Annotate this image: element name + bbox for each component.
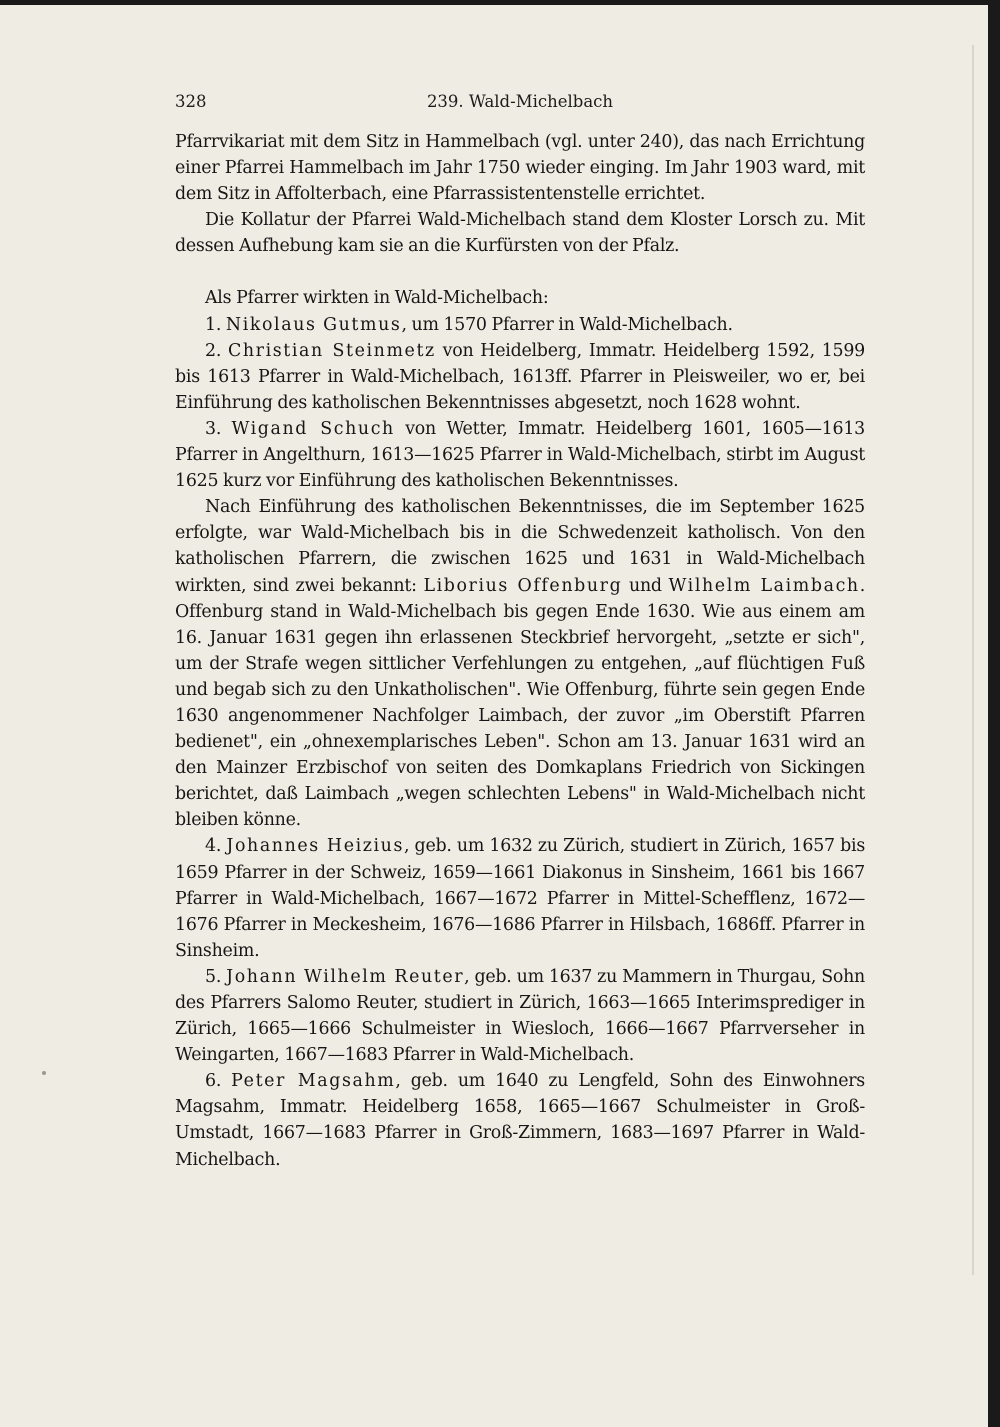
page-number: 328 (175, 92, 207, 111)
entry-number: 4. (205, 836, 222, 857)
running-title: 239. Wald-Michelbach (426, 92, 614, 111)
pastor-name: Johann Wilhelm Reuter (226, 966, 465, 987)
pastor-name: Johannes Heizius (226, 836, 404, 857)
entry-number: 2. (205, 340, 222, 361)
intro-paragraph: Pfarrvikariat mit dem Sitz in Hammelbach (vgl. unter 240), das nach Errichtung einer Pfarrei Hammelbach im Jahr 1750 wieder einging. Im Jahr 1903 ward, mit dem Sitz in Affolterbach, eine Pfarrassistentenstelle errichtet. (175, 132, 865, 205)
catholic-text-1: Nach Einführung des katholischen Bekenntnisses, die im September 1625 erfolgte, war Wald-Michelbach bis in die Schwedenzeit katholisch. Von den katholischen Pfarrern, die zwischen 1625 und 1631 in Wald-Michelbach wirkten, sind zwei bekannt: (175, 497, 865, 596)
pastor-entry-3 (175, 416, 865, 494)
margin-speck (42, 1071, 46, 1075)
page-header (175, 92, 865, 116)
page-edge (972, 45, 974, 1275)
entry-text: von Heidelberg, Immatr. Heidelberg 1592, 1599 bis 1613 Pfarrer in Wald-Michelbach, 1613ff. Pfarrer in Pleisweiler, wo er, bei Einführung des katholischen Bekenntnisses abgesetzt, noch 1628 wohnt. (175, 340, 865, 413)
entry-text: , geb. um 1637 zu Mammern in Thurgau, Sohn des Pfarrers Salomo Reuter, studiert in Zürich, 1663—1665 Interimsprediger in Zürich, 1665—1666 Schulmeister in Wiesloch, 1666—1667 Pfarrverseher in Weingarten, 1667—1683 Pfarrer in Wald-Michelbach. (175, 966, 866, 1066)
body-text (175, 129, 865, 1173)
pastor-entry-1 (175, 312, 865, 338)
page-sheet (0, 5, 988, 1427)
entry-text: von Wetter, Immatr. Heidelberg 1601, 1605—1613 Pfarrer in Angelthurn, 1613—1625 Pfarrer in Wald-Michelbach, stirbt im August 1625 kurz vor Einführung des katholischen Bekenntnisses. (175, 418, 865, 492)
kollatur-paragraph: Die Kollatur der Pfarrei Wald-Michelbach stand dem Kloster Lorsch zu. Mit dessen Aufhebung kam sie an die Kurfürsten von der Pfalz. (175, 210, 865, 257)
entry-number: 1. (205, 314, 222, 335)
catholic-text-3: . Offenburg stand in Wald-Michelbach bis gegen Ende 1630. Wie aus einem am 16. Januar 1631 gegen ihn erlassenen Steckbrief hervorgeht, „setzte er sich", um der Strafe wegen sittlicher Verfehlungen zu entgehen, „auf flüchtigen Fuß und begab sich zu den Unkatholischen". Wie Offenburg, führte sein gegen Ende 1630 angenommener Nachfolger Laimbach, der zuvor „im Oberstift Pfarren bedienet", ein „ohnexemplarisches Leben". Schon am 13. Januar 1631 wird an den Mainzer Erzbischof von seiten des Domkaplans Friedrich von Sickingen berichtet, daß Laimbach „wegen schlechten Lebens" in Wald-Michelbach nicht bleiben könne. (175, 575, 865, 831)
pastor-name: Nikolaus Gutmus (225, 314, 402, 335)
pastor-name: Christian Steinmetz (227, 340, 436, 361)
pastor-entry-5 (175, 964, 865, 1068)
pastor-entry-2 (175, 338, 865, 416)
pastor-entry-4 (175, 833, 865, 963)
entry-number: 6. (205, 1071, 222, 1092)
entry-text: , geb. um 1632 zu Zürich, studiert in Zürich, 1657 bis 1659 Pfarrer in der Schweiz, 1659—1661 Diakonus in Sinsheim, 1661 bis 1667 Pfarrer in Wald-Michelbach, 1667—1672 Pfarrer in Mittel-Schefflenz, 1672—1676 Pfarrer in Meckesheim, 1676—1686 Pfarrer in Hilsbach, 1686ff. Pfarrer in Sinsheim. (175, 836, 865, 961)
catholic-period-paragraph (175, 494, 865, 833)
pastor-entry-6 (175, 1068, 865, 1172)
entry-number: 3. (205, 418, 222, 439)
list-heading: Als Pfarrer wirkten in Wald-Michelbach: (205, 288, 549, 309)
pastor-name-laimbach: Wilhelm Laimbach (668, 575, 860, 596)
entry-text: , geb. um 1640 zu Lengfeld, Sohn des Einwohners Magsahm, Immatr. Heidelberg 1658, 1665—1667 Schulmeister in Groß-Umstadt, 1667—1683 Pfarrer in Groß-Zimmern, 1683—1697 Pfarrer in Wald-Michelbach. (175, 1071, 865, 1170)
entry-number: 5. (205, 966, 222, 987)
catholic-text-2: und (622, 575, 669, 596)
pastor-name: Wigand Schuch (231, 418, 395, 439)
pastor-name: Peter Magsahm (231, 1071, 396, 1092)
pastor-name-offenburg: Liborius Offenburg (423, 575, 623, 596)
entry-text: , um 1570 Pfarrer in Wald-Michelbach. (401, 314, 733, 335)
